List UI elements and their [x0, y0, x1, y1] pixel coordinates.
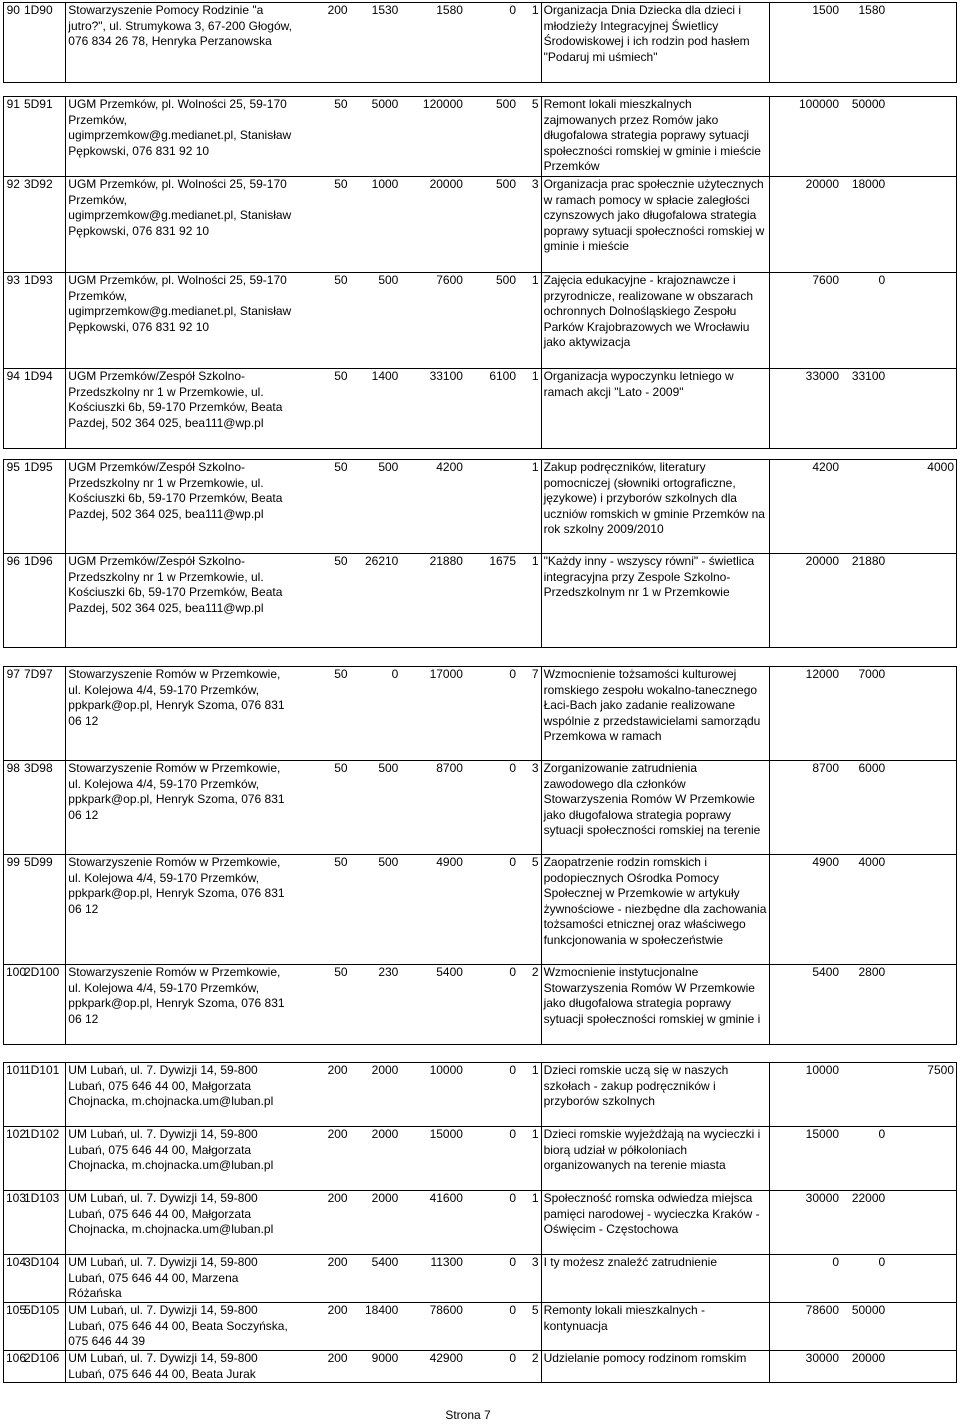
table-row — [4, 1351, 957, 1383]
amount-requested: 0 — [770, 1255, 842, 1303]
value-1: 200 — [297, 1191, 350, 1255]
value-5: 3 — [518, 1255, 541, 1303]
task-description: Remonty lokali mieszkalnych - kontynuacja — [541, 1303, 769, 1351]
task-code: 3D98 — [22, 761, 66, 855]
value-4: 0 — [465, 1191, 518, 1255]
task-description: Organizacja wypoczynku letniego w ramach akcji "Lato - 2009" — [541, 369, 769, 449]
task-code: 1D93 — [22, 273, 66, 369]
value-3: 33100 — [400, 369, 465, 449]
amount-requested: 5400 — [770, 965, 842, 1045]
amount-other — [887, 369, 956, 449]
value-1: 200 — [297, 1303, 350, 1351]
applicant-details: UM Lubań, ul. 7. Dywizji 14, 59-800 Lubań, 075 646 44 00, Małgorzata Chojnacka, m.chojnacka.um@luban.pl — [66, 1127, 297, 1191]
task-description: Wzmocnienie instytucjonalne Stowarzyszenia Romów W Przemkowie jako długofalowa strategia poprawy sytuacji społeczności romskiej w gminie i — [541, 965, 769, 1045]
record-table — [3, 459, 957, 648]
value-4: 0 — [465, 1303, 518, 1351]
amount-granted: 0 — [841, 1127, 887, 1191]
value-5: 5 — [518, 1303, 541, 1351]
row-number: 101 — [4, 1063, 22, 1127]
amount-other — [887, 855, 956, 965]
table-row — [4, 273, 957, 369]
amount-requested: 33000 — [770, 369, 842, 449]
value-4: 0 — [465, 855, 518, 965]
value-4: 0 — [465, 667, 518, 761]
value-5: 1 — [518, 3, 541, 83]
value-4: 0 — [465, 1063, 518, 1127]
task-code: 2D106 — [22, 1351, 66, 1383]
value-5: 3 — [518, 761, 541, 855]
table-row — [4, 855, 957, 965]
value-2: 18400 — [350, 1303, 401, 1351]
value-1: 50 — [297, 855, 350, 965]
amount-requested: 10000 — [770, 1063, 842, 1127]
task-code: 3D104 — [22, 1255, 66, 1303]
value-1: 200 — [297, 3, 350, 83]
value-3: 20000 — [400, 177, 465, 273]
value-3: 10000 — [400, 1063, 465, 1127]
amount-granted: 50000 — [841, 97, 887, 177]
amount-other — [887, 177, 956, 273]
value-1: 50 — [297, 554, 350, 648]
value-2: 1400 — [350, 369, 401, 449]
applicant-details: Stowarzyszenie Romów w Przemkowie, ul. Kolejowa 4/4, 59-170 Przemków, ppkpark@op.pl, Henryk Szoma, 076 831 06 12 — [66, 667, 297, 761]
value-1: 50 — [297, 761, 350, 855]
page-number: Strona 7 — [445, 1408, 491, 1422]
value-3: 5400 — [400, 965, 465, 1045]
row-number: 102 — [4, 1127, 22, 1191]
amount-granted: 0 — [841, 1255, 887, 1303]
applicant-details: UGM Przemków/Zespół Szkolno-Przedszkolny nr 1 w Przemkowie, ul. Kościuszki 6b, 59-170 Przemków, Beata Pazdej, 502 364 025, bea111@wp.pl — [66, 554, 297, 648]
value-2: 500 — [350, 460, 401, 554]
applicant-details: UGM Przemków/Zespół Szkolno-Przedszkolny nr 1 w Przemkowie, ul. Kościuszki 6b, 59-170 Przemków, Beata Pazdej, 502 364 025, bea111@wp.pl — [66, 460, 297, 554]
task-code: 5D105 — [22, 1303, 66, 1351]
amount-granted: 21880 — [841, 554, 887, 648]
amount-other — [887, 554, 956, 648]
value-2: 500 — [350, 273, 401, 369]
amount-requested: 30000 — [770, 1191, 842, 1255]
amount-other — [887, 1191, 956, 1255]
value-5: 7 — [518, 667, 541, 761]
value-4: 6100 — [465, 369, 518, 449]
amount-requested: 8700 — [770, 761, 842, 855]
value-3: 8700 — [400, 761, 465, 855]
row-number: 94 — [4, 369, 22, 449]
amount-granted — [841, 1063, 887, 1127]
row-number: 93 — [4, 273, 22, 369]
task-code: 5D99 — [22, 855, 66, 965]
amount-requested: 4900 — [770, 855, 842, 965]
amount-granted — [841, 460, 887, 554]
task-code: 1D96 — [22, 554, 66, 648]
value-4: 0 — [465, 1127, 518, 1191]
value-2: 1000 — [350, 177, 401, 273]
table-row — [4, 3, 957, 83]
task-description: Społeczność romska odwiedza miejsca pamięci narodowej - wycieczka Kraków - Oświęcim - Częstochowa — [541, 1191, 769, 1255]
task-description: Remont lokali mieszkalnych zajmowanych przez Romów jako długofalowa strategia poprawy sytuacji społeczności romskiej w gminie i mieście Przemków — [541, 97, 769, 177]
amount-other — [887, 761, 956, 855]
table-row — [4, 460, 957, 554]
value-3: 78600 — [400, 1303, 465, 1351]
row-number: 104 — [4, 1255, 22, 1303]
task-description: "Każdy inny - wszyscy równi" - świetlica integracyjna przy Zespole Szkolno-Przedszkolnym nr 1 w Przemkowie — [541, 554, 769, 648]
amount-granted: 1580 — [841, 3, 887, 83]
amount-requested: 7600 — [770, 273, 842, 369]
amount-other — [887, 1255, 956, 1303]
task-code: 3D92 — [22, 177, 66, 273]
table-row — [4, 667, 957, 761]
value-1: 50 — [297, 273, 350, 369]
applicant-details: UM Lubań, ul. 7. Dywizji 14, 59-800 Lubań, 075 646 44 00, Beata Jurak — [66, 1351, 297, 1383]
value-3: 7600 — [400, 273, 465, 369]
record-table — [3, 2, 957, 83]
amount-other — [887, 965, 956, 1045]
row-number: 103 — [4, 1191, 22, 1255]
amount-requested: 15000 — [770, 1127, 842, 1191]
value-5: 1 — [518, 1191, 541, 1255]
amount-other — [887, 1351, 956, 1383]
value-2: 9000 — [350, 1351, 401, 1383]
amount-granted: 20000 — [841, 1351, 887, 1383]
value-4: 0 — [465, 3, 518, 83]
value-5: 5 — [518, 97, 541, 177]
task-description: Zajęcia edukacyjne - krajoznawcze i przyrodnicze, realizowane w obszarach ochronnych Dolnośląskiego Zespołu Parków Krajobrazowych we Wrocławiu jako aktywizacja — [541, 273, 769, 369]
amount-granted: 33100 — [841, 369, 887, 449]
applicant-details: Stowarzyszenie Romów w Przemkowie, ul. Kolejowa 4/4, 59-170 Przemków, ppkpark@op.pl, Henryk Szoma, 076 831 06 12 — [66, 855, 297, 965]
amount-requested: 12000 — [770, 667, 842, 761]
amount-requested: 20000 — [770, 554, 842, 648]
amount-granted: 22000 — [841, 1191, 887, 1255]
value-1: 200 — [297, 1127, 350, 1191]
task-description: Udzielanie pomocy rodzinom romskim — [541, 1351, 769, 1383]
amount-granted: 0 — [841, 273, 887, 369]
value-3: 120000 — [400, 97, 465, 177]
row-number: 96 — [4, 554, 22, 648]
value-5: 2 — [518, 965, 541, 1045]
amount-requested: 20000 — [770, 177, 842, 273]
amount-other: 4000 — [887, 460, 956, 554]
applicant-details: UGM Przemków, pl. Wolności 25, 59-170 Przemków, ugimprzemkow@g.medianet.pl, Stanisław Pępkowski, 076 831 92 10 — [66, 97, 297, 177]
task-description: Zorganizowanie zatrudnienia zawodowego dla członków Stowarzyszenia Romów W Przemkowie jako długofalowa strategia poprawy sytuacji społeczności romskiej na terenie — [541, 761, 769, 855]
task-description: Organizacja Dnia Dziecka dla dzieci i młodzieży Integracyjnej Świetlicy Środowiskowej i ich rodzin pod hasłem "Podaruj mi uśmiech" — [541, 3, 769, 83]
value-2: 2000 — [350, 1191, 401, 1255]
value-5: 3 — [518, 177, 541, 273]
value-3: 42900 — [400, 1351, 465, 1383]
value-2: 26210 — [350, 554, 401, 648]
value-4: 0 — [465, 1351, 518, 1383]
value-4: 1675 — [465, 554, 518, 648]
value-2: 2000 — [350, 1063, 401, 1127]
value-2: 0 — [350, 667, 401, 761]
task-description: I ty możesz znaleźć zatrudnienie — [541, 1255, 769, 1303]
amount-granted: 4000 — [841, 855, 887, 965]
table-row — [4, 369, 957, 449]
amount-other: 7500 — [887, 1063, 956, 1127]
applicant-details: UGM Przemków, pl. Wolności 25, 59-170 Przemków, ugimprzemkow@g.medianet.pl, Stanisław Pępkowski, 076 831 92 10 — [66, 273, 297, 369]
value-2: 1530 — [350, 3, 401, 83]
row-number: 98 — [4, 761, 22, 855]
applicant-details: UM Lubań, ul. 7. Dywizji 14, 59-800 Lubań, 075 646 44 00, Marzena Różańska — [66, 1255, 297, 1303]
value-5: 2 — [518, 1351, 541, 1383]
amount-other — [887, 97, 956, 177]
value-2: 500 — [350, 855, 401, 965]
value-3: 41600 — [400, 1191, 465, 1255]
row-number: 105 — [4, 1303, 22, 1351]
value-4: 0 — [465, 761, 518, 855]
value-3: 4900 — [400, 855, 465, 965]
amount-requested: 30000 — [770, 1351, 842, 1383]
value-2: 5400 — [350, 1255, 401, 1303]
amount-other — [887, 667, 956, 761]
amount-granted: 6000 — [841, 761, 887, 855]
task-code: 1D102 — [22, 1127, 66, 1191]
value-3: 11300 — [400, 1255, 465, 1303]
value-4 — [465, 460, 518, 554]
row-number: 97 — [4, 667, 22, 761]
value-1: 50 — [297, 965, 350, 1045]
value-3: 21880 — [400, 554, 465, 648]
table-row — [4, 177, 957, 273]
value-3: 15000 — [400, 1127, 465, 1191]
table-row — [4, 1303, 957, 1351]
task-code: 7D97 — [22, 667, 66, 761]
value-3: 1580 — [400, 3, 465, 83]
value-1: 50 — [297, 460, 350, 554]
value-1: 50 — [297, 177, 350, 273]
value-2: 500 — [350, 761, 401, 855]
task-code: 1D95 — [22, 460, 66, 554]
task-description: Zakup podręczników, literatury pomocniczej (słowniki ortograficzne, językowe) i przyborów szkolnych dla uczniów romskich w gminie Przemków na rok szkolny 2009/2010 — [541, 460, 769, 554]
task-code: 1D90 — [22, 3, 66, 83]
value-5: 1 — [518, 554, 541, 648]
task-description: Wzmocnienie tożsamości kulturowej romskiego zespołu wokalno-tanecznego Łaci-Bach jako zadanie realizowane wspólnie z przedstawicielami samorządu Przemkowa w ramach — [541, 667, 769, 761]
amount-other — [887, 273, 956, 369]
table-row — [4, 1255, 957, 1303]
record-table — [3, 96, 957, 449]
page-footer — [0, 1408, 960, 1422]
amount-requested: 100000 — [770, 97, 842, 177]
value-4: 0 — [465, 1255, 518, 1303]
amount-other — [887, 1127, 956, 1191]
amount-granted: 2800 — [841, 965, 887, 1045]
value-3: 4200 — [400, 460, 465, 554]
row-number: 90 — [4, 3, 22, 83]
value-4: 0 — [465, 965, 518, 1045]
row-number: 99 — [4, 855, 22, 965]
record-table — [3, 1062, 957, 1383]
value-1: 200 — [297, 1255, 350, 1303]
row-number: 92 — [4, 177, 22, 273]
amount-granted: 18000 — [841, 177, 887, 273]
applicant-details: UGM Przemków/Zespół Szkolno-Przedszkolny nr 1 w Przemkowie, ul. Kościuszki 6b, 59-170 Przemków, Beata Pazdej, 502 364 025, bea111@wp.pl — [66, 369, 297, 449]
value-5: 1 — [518, 1127, 541, 1191]
value-1: 50 — [297, 667, 350, 761]
amount-granted: 50000 — [841, 1303, 887, 1351]
value-5: 1 — [518, 460, 541, 554]
table-row — [4, 1063, 957, 1127]
applicant-details: Stowarzyszenie Romów w Przemkowie, ul. Kolejowa 4/4, 59-170 Przemków, ppkpark@op.pl, Henryk Szoma, 076 831 06 12 — [66, 965, 297, 1045]
table-row — [4, 1191, 957, 1255]
value-3: 17000 — [400, 667, 465, 761]
value-5: 1 — [518, 369, 541, 449]
value-1: 200 — [297, 1063, 350, 1127]
task-description: Dzieci romskie wyjeżdżają na wycieczki i biorą udział w półkoloniach organizowanych na terenie miasta — [541, 1127, 769, 1191]
task-code: 2D100 — [22, 965, 66, 1045]
value-4: 500 — [465, 177, 518, 273]
table-row — [4, 1127, 957, 1191]
value-4: 500 — [465, 97, 518, 177]
applicant-details: UGM Przemków, pl. Wolności 25, 59-170 Przemków, ugimprzemkow@g.medianet.pl, Stanisław Pępkowski, 076 831 92 10 — [66, 177, 297, 273]
value-2: 2000 — [350, 1127, 401, 1191]
amount-other — [887, 1303, 956, 1351]
row-number: 106 — [4, 1351, 22, 1383]
amount-other — [887, 3, 956, 83]
table-row — [4, 97, 957, 177]
value-5: 1 — [518, 273, 541, 369]
table-row — [4, 965, 957, 1045]
task-code: 1D103 — [22, 1191, 66, 1255]
applicant-details: UM Lubań, ul. 7. Dywizji 14, 59-800 Lubań, 075 646 44 00, Małgorzata Chojnacka, m.chojnacka.um@luban.pl — [66, 1191, 297, 1255]
amount-granted: 7000 — [841, 667, 887, 761]
value-2: 5000 — [350, 97, 401, 177]
task-description: Organizacja prac społecznie użytecznych w ramach pomocy w spłacie zaległości czynszowych jako długofalowa strategia poprawy sytuacji społeczności romskiej w gminie i mieście — [541, 177, 769, 273]
task-description: Zaopatrzenie rodzin romskich i podopiecznych Ośrodka Pomocy Społecznej w Przemkowie w artykuły żywnościowe - niezbędne dla zachowania tożsamości etnicznej oraz właściwego funkcjonowania w społeczeństwie — [541, 855, 769, 965]
value-5: 1 — [518, 1063, 541, 1127]
amount-requested: 4200 — [770, 460, 842, 554]
task-description: Dzieci romskie uczą się w naszych szkołach - zakup podręczników i przyborów szkolnych — [541, 1063, 769, 1127]
task-code: 1D101 — [22, 1063, 66, 1127]
applicant-details: UM Lubań, ul. 7. Dywizji 14, 59-800 Lubań, 075 646 44 00, Beata Soczyńska, 075 646 44 39 — [66, 1303, 297, 1351]
task-code: 1D94 — [22, 369, 66, 449]
amount-requested: 1500 — [770, 3, 842, 83]
task-code: 5D91 — [22, 97, 66, 177]
value-4: 500 — [465, 273, 518, 369]
row-number: 100 — [4, 965, 22, 1045]
table-row — [4, 761, 957, 855]
table-row — [4, 554, 957, 648]
amount-requested: 78600 — [770, 1303, 842, 1351]
record-table — [3, 666, 957, 1045]
value-5: 5 — [518, 855, 541, 965]
row-number: 95 — [4, 460, 22, 554]
applicant-details: UM Lubań, ul. 7. Dywizji 14, 59-800 Lubań, 075 646 44 00, Małgorzata Chojnacka, m.chojnacka.um@luban.pl — [66, 1063, 297, 1127]
value-1: 50 — [297, 97, 350, 177]
row-number: 91 — [4, 97, 22, 177]
value-1: 50 — [297, 369, 350, 449]
applicant-details: Stowarzyszenie Romów w Przemkowie, ul. Kolejowa 4/4, 59-170 Przemków, ppkpark@op.pl, Henryk Szoma, 076 831 06 12 — [66, 761, 297, 855]
value-2: 230 — [350, 965, 401, 1045]
applicant-details: Stowarzyszenie Pomocy Rodzinie "a jutro?", ul. Strumykowa 3, 67-200 Głogów, 076 834 26 78, Henryka Perzanowska — [66, 3, 297, 83]
value-1: 200 — [297, 1351, 350, 1383]
